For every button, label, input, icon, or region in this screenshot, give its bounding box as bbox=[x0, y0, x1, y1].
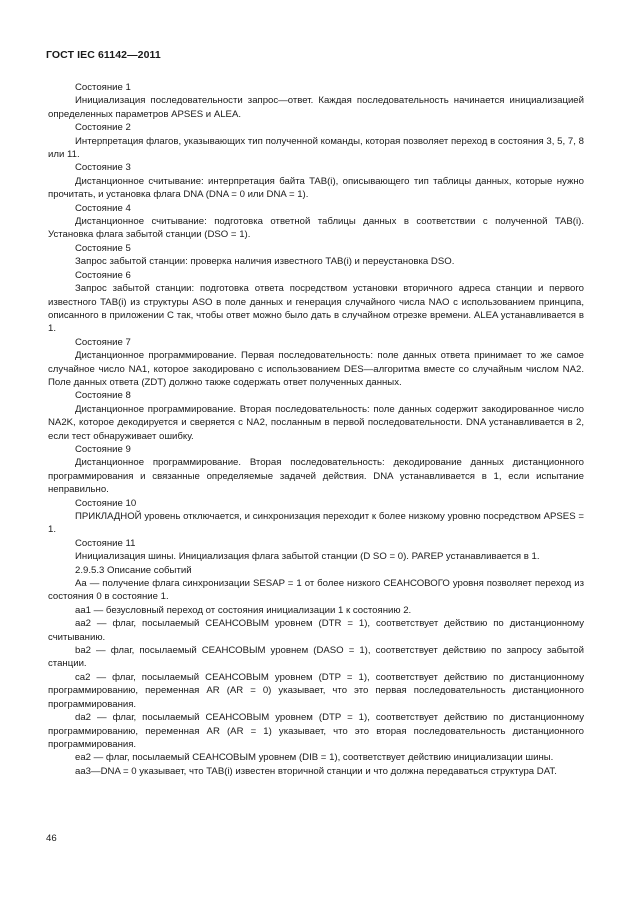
body-paragraph: Дистанционное считывание: подготовка ответной таблицы данных в соответствии с полученной TAB(i). Установка флага забытой станции (DSO = 1). bbox=[48, 216, 584, 241]
document-body bbox=[48, 81, 584, 778]
body-paragraph: ПРИКЛАДНОЙ уровень отключается, и синхронизация переходит к более низкому уровню посредством APSES = 1. bbox=[48, 511, 584, 536]
section-heading: Состояние 11 bbox=[75, 537, 136, 549]
body-paragraph: ba2 — флаг, посылаемый СЕАНСОВЫМ уровнем (DASO = 1), соответствует действию по запросу забытой станции. bbox=[48, 645, 584, 670]
body-paragraph: Aa — получение флага синхронизации SESAP = 1 от более низкого СЕАНСОВОГО уровня позволяет переход из состояния 0 в состояние 1. bbox=[48, 578, 584, 603]
section-heading: Состояние 6 bbox=[75, 269, 131, 281]
body-paragraph: Дистанционное программирование. Вторая последовательность: декодирование данных дистанционного программирования и связанные определяемые задачей действия. DNA устанавливается в 1, если испытание неправильно. bbox=[48, 457, 584, 496]
body-paragraph: Интерпретация флагов, указывающих тип полученной команды, которая позволяет переход в состояния 3, 5, 7, 8 или 11. bbox=[48, 135, 584, 161]
section-heading: Состояние 4 bbox=[75, 202, 131, 214]
body-paragraph: Инициализация шины. Инициализация флага забытой станции (D SO = 0). PAREP устанавливается в 1. bbox=[75, 551, 540, 563]
section-heading: Состояние 8 bbox=[75, 390, 131, 402]
body-paragraph: ca2 — флаг, посылаемый СЕАНСОВЫМ уровнем (DTP = 1), соответствует действию по дистанционному программированию, переменная AR (AR = 0) указывает, что это первая последовательность дистанционного программирования. bbox=[48, 671, 584, 710]
body-paragraph: aa1 — безусловный переход от состояния инициализации 1 к состоянию 2. bbox=[75, 604, 412, 616]
page-number: 46 bbox=[46, 833, 57, 844]
body-paragraph: ea2 — флаг, посылаемый СЕАНСОВЫМ уровнем (DIB = 1), соответствует действию инициализации шины. bbox=[75, 752, 554, 764]
body-paragraph: aa2 — флаг, посылаемый СЕАНСОВЫМ уровнем (DTR = 1), соответствует действию по дистанционному считыванию. bbox=[48, 618, 584, 643]
body-paragraph: Дистанционное считывание: интерпретация байта TAB(i), описывающего тип таблицы данных, которые нужно прочитать, и установка флага DNA (DNA = 0 или DNA = 1). bbox=[48, 175, 584, 201]
section-heading: Состояние 10 bbox=[75, 497, 137, 509]
section-heading: Состояние 5 bbox=[75, 242, 131, 254]
body-paragraph: Дистанционное программирование. Первая последовательность: поле данных ответа принимает то же самое случайное число NA1, которое закодировано с использованием DES—алгоритма вместе со случайным числом NA2. Поле данных ответа (ZDT) должно также содержать ответ полученных данных. bbox=[48, 350, 584, 388]
section-heading: 2.9.5.3 Описание событий bbox=[75, 564, 192, 576]
body-paragraph: Запрос забытой станции: подготовка ответа посредством установки вторичного адреса станции и первого известного TAB(i) из структуры ASO в поле данных и генерация случайного числа NAO с использованием принципа, описанного в приложении C так, чтобы ответ можно было дать в случайном отрезке времени. ALEA устанавливается в 1. bbox=[48, 283, 584, 335]
body-paragraph: da2 — флаг, посылаемый СЕАНСОВЫМ уровнем (DTP = 1), соответствует действию по дистанционному программированию, переменная AR (AR = 1) указывает, что это вторая последовательность дистанционного программирования. bbox=[48, 712, 584, 750]
section-heading: Состояние 9 bbox=[75, 443, 131, 455]
section-heading: Состояние 7 bbox=[75, 336, 131, 348]
section-heading: Состояние 3 bbox=[75, 162, 131, 174]
document-header: ГОСТ IEC 61142—2011 bbox=[46, 49, 161, 61]
section-heading: Состояние 2 bbox=[75, 122, 131, 134]
body-paragraph: aa3—DNA = 0 указывает, что TAB(i) известен вторичной станции и что должна передаваться структура DAT. bbox=[75, 765, 557, 777]
body-paragraph: Дистанционное программирование. Вторая последовательность: поле данных содержит закодированное число NA2K, которое декодируется и сверяется с NA2, посланным в первой последовательности. DNA устанавливается в 2, если тест обнаруживает ошибку. bbox=[48, 403, 584, 442]
body-paragraph: Инициализация последовательности запрос—ответ. Каждая последовательность начинается инициализацией определенных параметров APSES и ALEA. bbox=[48, 95, 584, 120]
body-paragraph: Запрос забытой станции: проверка наличия известного TAB(i) и переустановка DSO. bbox=[75, 256, 455, 268]
section-heading: Состояние 1 bbox=[75, 82, 131, 93]
